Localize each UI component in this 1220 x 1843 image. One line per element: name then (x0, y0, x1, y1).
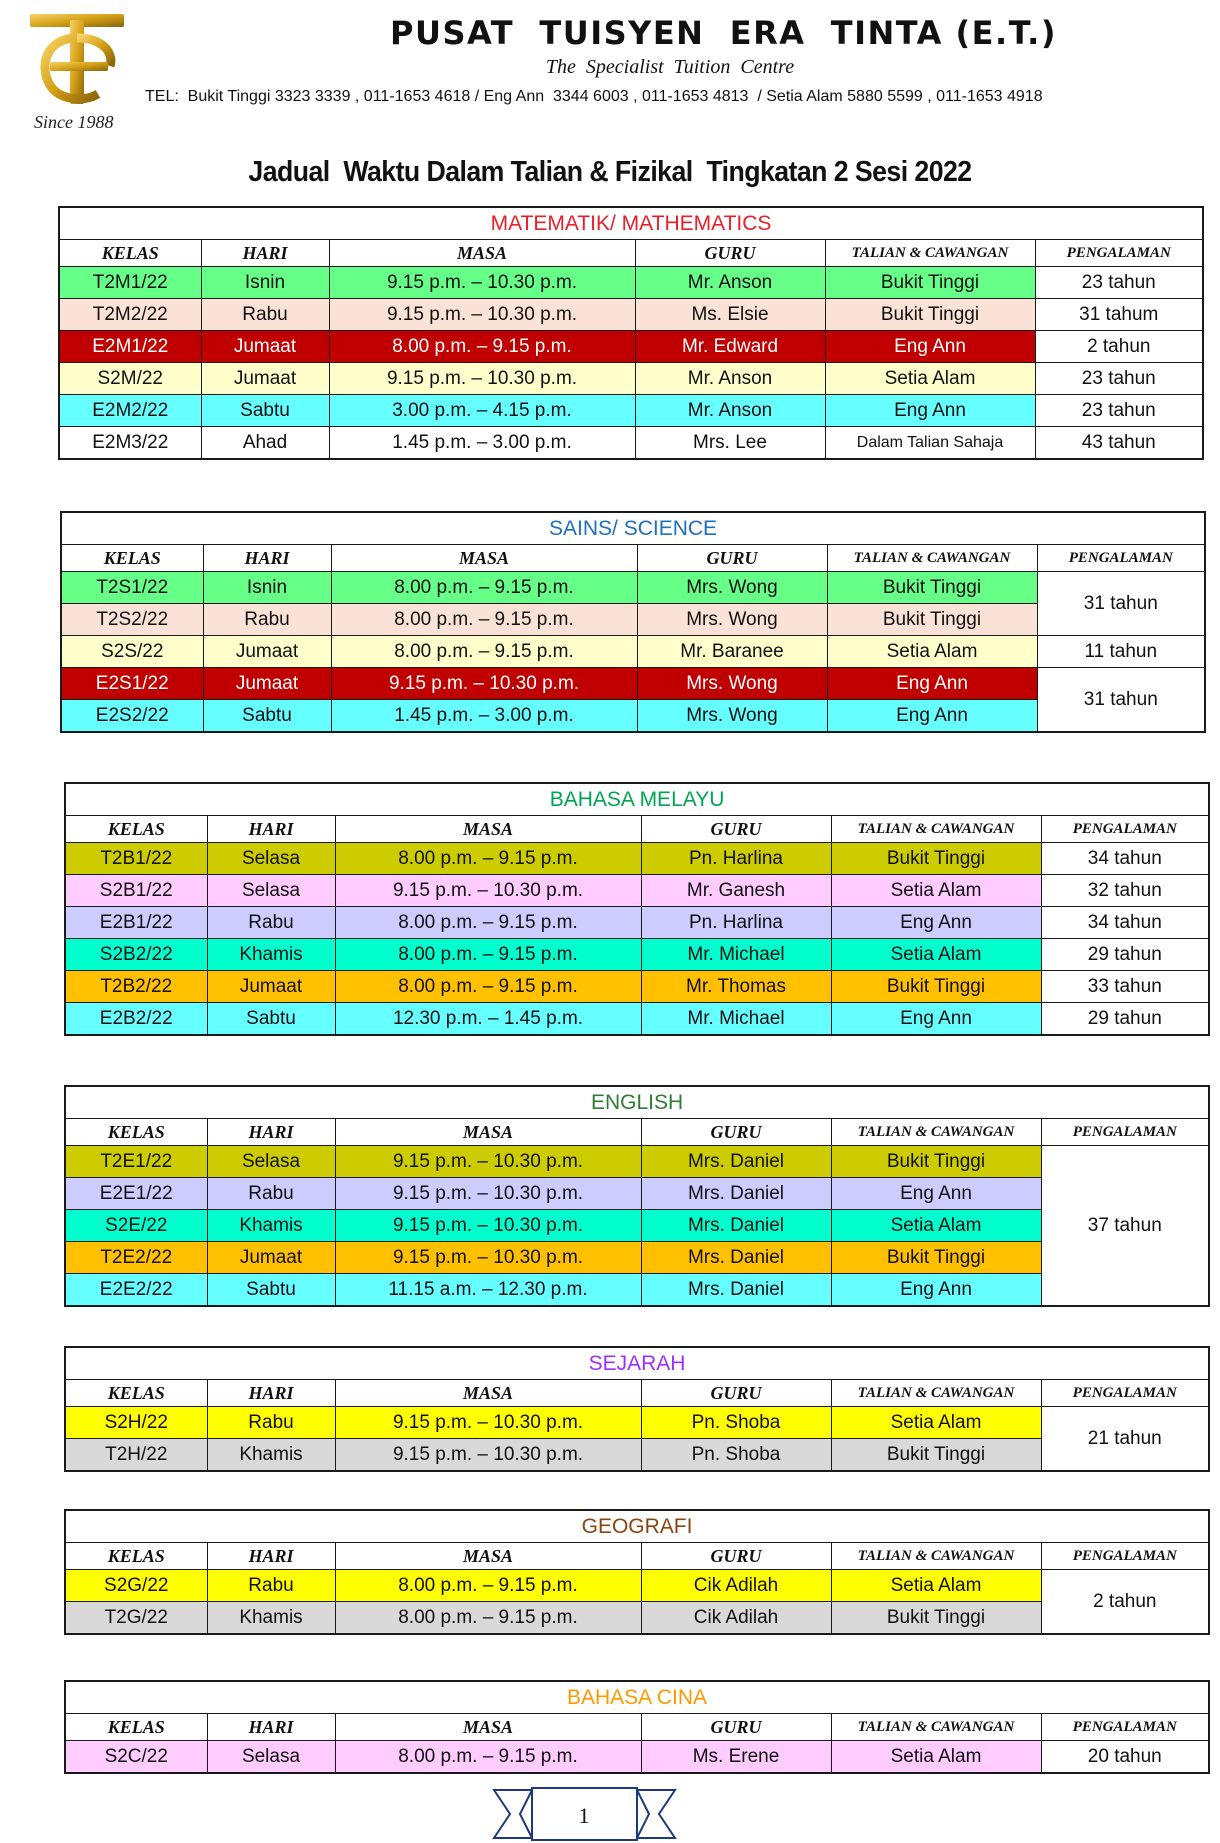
col-pengalaman: PENGALAMAN (1041, 1714, 1209, 1741)
cell-hari: Rabu (203, 604, 331, 636)
cell-talian: Eng Ann (831, 1274, 1041, 1307)
cell-masa: 12.30 p.m. – 1.45 p.m. (335, 1003, 641, 1036)
cell-guru: Mrs. Wong (637, 700, 827, 733)
cell-talian: Eng Ann (825, 331, 1035, 363)
cell-hari: Khamis (207, 1210, 335, 1242)
cell-kelas: T2B2/22 (65, 971, 207, 1003)
table-row (59, 395, 1203, 427)
cell-guru: Mrs. Daniel (641, 1242, 831, 1274)
cell-masa: 8.00 p.m. – 9.15 p.m. (335, 1602, 641, 1635)
cell-hari: Sabtu (203, 700, 331, 733)
table-row (65, 1407, 1209, 1439)
col-pengalaman: PENGALAMAN (1041, 1543, 1209, 1570)
cell-talian: Setia Alam (831, 875, 1041, 907)
cell-talian: Eng Ann (831, 1003, 1041, 1036)
cell-pengalaman: 11 tahun (1037, 636, 1205, 668)
col-masa: MASA (331, 545, 637, 572)
table-row (59, 267, 1203, 299)
cell-talian: Bukit Tinggi (831, 843, 1041, 875)
column-header-row (59, 240, 1203, 267)
cell-pengalaman: 20 tahun (1041, 1741, 1209, 1774)
cell-guru: Pn. Shoba (641, 1407, 831, 1439)
col-kelas: KELAS (59, 240, 201, 267)
cell-guru: Cik Adilah (641, 1570, 831, 1602)
col-pengalaman: PENGALAMAN (1037, 545, 1205, 572)
center-name: PUSAT TUISYEN ERA TINTA (E.T.) (390, 14, 1057, 52)
et-logo-icon (22, 10, 132, 108)
cell-kelas: T2S2/22 (61, 604, 203, 636)
cell-pengalaman: 2 tahun (1041, 1570, 1209, 1635)
cell-masa: 3.00 p.m. – 4.15 p.m. (329, 395, 635, 427)
cell-masa: 9.15 p.m. – 10.30 p.m. (331, 668, 637, 700)
cell-kelas: E2S1/22 (61, 668, 203, 700)
col-talian: TALIAN & CAWANGAN (825, 240, 1035, 267)
cell-hari: Rabu (207, 907, 335, 939)
cell-kelas: T2E1/22 (65, 1146, 207, 1178)
cell-masa: 11.15 a.m. – 12.30 p.m. (335, 1274, 641, 1307)
cell-hari: Rabu (201, 299, 329, 331)
col-masa: MASA (335, 816, 641, 843)
cell-hari: Selasa (207, 843, 335, 875)
cell-talian: Eng Ann (827, 668, 1037, 700)
table-row (65, 1242, 1209, 1274)
cell-guru: Ms. Erene (641, 1741, 831, 1774)
col-talian: TALIAN & CAWANGAN (831, 1543, 1041, 1570)
col-hari: HARI (207, 816, 335, 843)
cell-masa: 1.45 p.m. – 3.00 p.m. (329, 427, 635, 460)
cell-guru: Pn. Harlina (641, 907, 831, 939)
table-row (59, 363, 1203, 395)
contact-numbers: TEL: Bukit Tinggi 3323 3339 , 011-1653 4618 / Eng Ann 3344 6003 , 011-1653 4813 / Setia Alam 5880 5599 , 011-1653 4918 (145, 88, 1043, 105)
cell-talian: Setia Alam (831, 1741, 1041, 1774)
document-header (0, 0, 1220, 150)
col-guru: GURU (641, 816, 831, 843)
col-guru: GURU (641, 1380, 831, 1407)
cell-kelas: E2S2/22 (61, 700, 203, 733)
table-row (59, 299, 1203, 331)
cell-kelas: T2E2/22 (65, 1242, 207, 1274)
cell-hari: Jumaat (207, 1242, 335, 1274)
cell-kelas: S2B1/22 (65, 875, 207, 907)
cell-guru: Pn. Harlina (641, 843, 831, 875)
cell-guru: Mrs. Wong (637, 572, 827, 604)
cell-pengalaman: 29 tahun (1041, 1003, 1209, 1036)
column-header-row (65, 1543, 1209, 1570)
cell-masa: 9.15 p.m. – 10.30 p.m. (335, 1439, 641, 1472)
timetable-bahasa-cina (64, 1680, 1208, 1774)
cell-kelas: S2G/22 (65, 1570, 207, 1602)
document-title: Jadual Waktu Dalam Talian & Fizikal Tingkatan 2 Sesi 2022 (248, 156, 972, 188)
cell-masa: 9.15 p.m. – 10.30 p.m. (329, 267, 635, 299)
column-header-row (65, 1119, 1209, 1146)
section-title: BAHASA CINA (65, 1681, 1209, 1714)
section-title: MATEMATIK/ MATHEMATICS (59, 207, 1203, 240)
tagline: The Specialist Tuition Centre (545, 56, 795, 78)
cell-hari: Jumaat (203, 668, 331, 700)
col-hari: HARI (207, 1119, 335, 1146)
table-row (61, 604, 1205, 636)
cell-talian: Bukit Tinggi (825, 267, 1035, 299)
cell-masa: 9.15 p.m. – 10.30 p.m. (335, 875, 641, 907)
table-row (65, 1210, 1209, 1242)
cell-masa: 8.00 p.m. – 9.15 p.m. (335, 971, 641, 1003)
cell-guru: Mr. Anson (635, 267, 825, 299)
cell-talian: Setia Alam (831, 939, 1041, 971)
cell-talian: Setia Alam (831, 1210, 1041, 1242)
cell-kelas: E2E1/22 (65, 1178, 207, 1210)
cell-talian: Bukit Tinggi (825, 299, 1035, 331)
cell-masa: 9.15 p.m. – 10.30 p.m. (335, 1242, 641, 1274)
cell-guru: Ms. Elsie (635, 299, 825, 331)
col-kelas: KELAS (65, 1543, 207, 1570)
cell-kelas: S2S/22 (61, 636, 203, 668)
cell-kelas: S2B2/22 (65, 939, 207, 971)
cell-guru: Cik Adilah (641, 1602, 831, 1635)
cell-pengalaman: 34 tahun (1041, 907, 1209, 939)
cell-kelas: T2M2/22 (59, 299, 201, 331)
table-row (65, 1602, 1209, 1635)
cell-talian: Bukit Tinggi (831, 1602, 1041, 1635)
cell-masa: 8.00 p.m. – 9.15 p.m. (335, 1570, 641, 1602)
cell-talian: Eng Ann (827, 700, 1037, 733)
cell-guru: Mr. Edward (635, 331, 825, 363)
cell-masa: 8.00 p.m. – 9.15 p.m. (335, 1741, 641, 1774)
since-text: Since 1988 (34, 112, 114, 132)
page-number: 1 (578, 1803, 590, 1828)
cell-talian: Bukit Tinggi (827, 604, 1037, 636)
table-row (61, 668, 1205, 700)
col-talian: TALIAN & CAWANGAN (831, 1119, 1041, 1146)
table-row (61, 572, 1205, 604)
cell-hari: Jumaat (201, 331, 329, 363)
cell-kelas: T2M1/22 (59, 267, 201, 299)
timetable-sains (60, 511, 1204, 733)
cell-hari: Isnin (201, 267, 329, 299)
cell-guru: Mr. Thomas (641, 971, 831, 1003)
timetable-english (64, 1085, 1208, 1307)
col-masa: MASA (329, 240, 635, 267)
cell-guru: Mrs. Daniel (641, 1274, 831, 1307)
cell-pengalaman: 34 tahun (1041, 843, 1209, 875)
table-row (65, 875, 1209, 907)
col-kelas: KELAS (65, 1119, 207, 1146)
section-title: SEJARAH (65, 1347, 1209, 1380)
cell-guru: Mr. Ganesh (641, 875, 831, 907)
column-header-row (65, 1714, 1209, 1741)
cell-kelas: E2B2/22 (65, 1003, 207, 1036)
col-talian: TALIAN & CAWANGAN (827, 545, 1037, 572)
cell-kelas: S2E/22 (65, 1210, 207, 1242)
cell-guru: Mrs. Daniel (641, 1210, 831, 1242)
table-row (65, 939, 1209, 971)
cell-talian: Eng Ann (825, 395, 1035, 427)
cell-kelas: E2M1/22 (59, 331, 201, 363)
cell-kelas: E2E2/22 (65, 1274, 207, 1307)
cell-hari: Selasa (207, 1146, 335, 1178)
cell-guru: Mrs. Daniel (641, 1146, 831, 1178)
cell-kelas: T2S1/22 (61, 572, 203, 604)
col-masa: MASA (335, 1119, 641, 1146)
col-talian: TALIAN & CAWANGAN (831, 1714, 1041, 1741)
column-header-row (65, 816, 1209, 843)
col-pengalaman: PENGALAMAN (1035, 240, 1203, 267)
cell-hari: Selasa (207, 1741, 335, 1774)
cell-masa: 9.15 p.m. – 10.30 p.m. (335, 1178, 641, 1210)
cell-kelas: S2C/22 (65, 1741, 207, 1774)
cell-hari: Jumaat (203, 636, 331, 668)
col-kelas: KELAS (61, 545, 203, 572)
cell-pengalaman: 31 tahun (1037, 572, 1205, 636)
cell-kelas: T2H/22 (65, 1439, 207, 1472)
col-hari: HARI (207, 1380, 335, 1407)
table-row (61, 700, 1205, 733)
col-hari: HARI (207, 1543, 335, 1570)
cell-pengalaman: 31 tahun (1037, 668, 1205, 733)
cell-hari: Khamis (207, 939, 335, 971)
cell-masa: 9.15 p.m. – 10.30 p.m. (335, 1146, 641, 1178)
cell-guru: Pn. Shoba (641, 1439, 831, 1472)
cell-masa: 8.00 p.m. – 9.15 p.m. (335, 843, 641, 875)
col-guru: GURU (635, 240, 825, 267)
table-row (65, 907, 1209, 939)
cell-kelas: S2M/22 (59, 363, 201, 395)
timetable-geografi (64, 1509, 1208, 1635)
page-number-ribbon (492, 1786, 677, 1842)
cell-hari: Khamis (207, 1439, 335, 1472)
col-guru: GURU (641, 1714, 831, 1741)
cell-hari: Isnin (203, 572, 331, 604)
cell-guru: Mr. Baranee (637, 636, 827, 668)
cell-guru: Mr. Michael (641, 1003, 831, 1036)
cell-talian: Bukit Tinggi (827, 572, 1037, 604)
cell-talian: Eng Ann (831, 907, 1041, 939)
cell-hari: Jumaat (201, 363, 329, 395)
table-row (65, 1178, 1209, 1210)
cell-talian: Setia Alam (825, 363, 1035, 395)
cell-kelas: E2M2/22 (59, 395, 201, 427)
timetable-sejarah (64, 1346, 1208, 1472)
cell-pengalaman: 23 tahun (1035, 395, 1203, 427)
col-masa: MASA (335, 1543, 641, 1570)
cell-hari: Rabu (207, 1570, 335, 1602)
cell-pengalaman: 21 tahun (1041, 1407, 1209, 1472)
cell-masa: 8.00 p.m. – 9.15 p.m. (331, 604, 637, 636)
cell-hari: Rabu (207, 1178, 335, 1210)
col-hari: HARI (203, 545, 331, 572)
cell-masa: 8.00 p.m. – 9.15 p.m. (335, 939, 641, 971)
cell-hari: Khamis (207, 1602, 335, 1635)
cell-masa: 9.15 p.m. – 10.30 p.m. (329, 299, 635, 331)
col-guru: GURU (641, 1543, 831, 1570)
cell-talian: Bukit Tinggi (831, 1146, 1041, 1178)
cell-talian: Bukit Tinggi (831, 1242, 1041, 1274)
section-title: ENGLISH (65, 1086, 1209, 1119)
cell-masa: 9.15 p.m. – 10.30 p.m. (335, 1407, 641, 1439)
section-title: BAHASA MELAYU (65, 783, 1209, 816)
cell-pengalaman: 37 tahun (1041, 1146, 1209, 1307)
table-row (65, 1274, 1209, 1307)
col-masa: MASA (335, 1714, 641, 1741)
cell-guru: Mrs. Lee (635, 427, 825, 460)
cell-hari: Sabtu (207, 1274, 335, 1307)
cell-pengalaman: 23 tahun (1035, 363, 1203, 395)
cell-pengalaman: 31 tahum (1035, 299, 1203, 331)
cell-hari: Jumaat (207, 971, 335, 1003)
cell-guru: Mr. Anson (635, 363, 825, 395)
table-row (65, 843, 1209, 875)
cell-pengalaman: 43 tahun (1035, 427, 1203, 460)
cell-masa: 8.00 p.m. – 9.15 p.m. (329, 331, 635, 363)
col-kelas: KELAS (65, 1380, 207, 1407)
cell-guru: Mrs. Daniel (641, 1178, 831, 1210)
table-row (65, 971, 1209, 1003)
cell-masa: 9.15 p.m. – 10.30 p.m. (329, 363, 635, 395)
cell-masa: 8.00 p.m. – 9.15 p.m. (335, 907, 641, 939)
table-row (59, 427, 1203, 460)
cell-pengalaman: 23 tahun (1035, 267, 1203, 299)
cell-kelas: E2B1/22 (65, 907, 207, 939)
cell-talian: Setia Alam (831, 1407, 1041, 1439)
cell-kelas: E2M3/22 (59, 427, 201, 460)
cell-guru: Mr. Michael (641, 939, 831, 971)
col-kelas: KELAS (65, 816, 207, 843)
cell-masa: 1.45 p.m. – 3.00 p.m. (331, 700, 637, 733)
cell-guru: Mrs. Wong (637, 604, 827, 636)
cell-talian: Dalam Talian Sahaja (825, 427, 1035, 460)
table-row (65, 1003, 1209, 1036)
col-pengalaman: PENGALAMAN (1041, 816, 1209, 843)
cell-hari: Sabtu (201, 395, 329, 427)
cell-masa: 9.15 p.m. – 10.30 p.m. (335, 1210, 641, 1242)
cell-talian: Eng Ann (831, 1178, 1041, 1210)
col-pengalaman: PENGALAMAN (1041, 1380, 1209, 1407)
col-hari: HARI (201, 240, 329, 267)
cell-pengalaman: 32 tahun (1041, 875, 1209, 907)
cell-hari: Selasa (207, 875, 335, 907)
cell-talian: Bukit Tinggi (831, 971, 1041, 1003)
cell-masa: 8.00 p.m. – 9.15 p.m. (331, 572, 637, 604)
cell-pengalaman: 2 tahun (1035, 331, 1203, 363)
cell-kelas: T2G/22 (65, 1602, 207, 1635)
table-row (59, 331, 1203, 363)
cell-talian: Bukit Tinggi (831, 1439, 1041, 1472)
table-row (65, 1570, 1209, 1602)
section-title: GEOGRAFI (65, 1510, 1209, 1543)
cell-pengalaman: 33 tahun (1041, 971, 1209, 1003)
cell-kelas: S2H/22 (65, 1407, 207, 1439)
cell-guru: Mr. Anson (635, 395, 825, 427)
column-header-row (65, 1380, 1209, 1407)
col-pengalaman: PENGALAMAN (1041, 1119, 1209, 1146)
cell-kelas: T2B1/22 (65, 843, 207, 875)
col-talian: TALIAN & CAWANGAN (831, 816, 1041, 843)
timetable-matematik (58, 206, 1202, 460)
timetable-bahasa-melayu (64, 782, 1208, 1036)
table-row (65, 1741, 1209, 1774)
cell-hari: Sabtu (207, 1003, 335, 1036)
column-header-row (61, 545, 1205, 572)
cell-pengalaman: 29 tahun (1041, 939, 1209, 971)
cell-hari: Rabu (207, 1407, 335, 1439)
cell-guru: Mrs. Wong (637, 668, 827, 700)
col-talian: TALIAN & CAWANGAN (831, 1380, 1041, 1407)
cell-hari: Ahad (201, 427, 329, 460)
cell-masa: 8.00 p.m. – 9.15 p.m. (331, 636, 637, 668)
col-hari: HARI (207, 1714, 335, 1741)
col-kelas: KELAS (65, 1714, 207, 1741)
cell-talian: Setia Alam (827, 636, 1037, 668)
table-row (65, 1439, 1209, 1472)
col-masa: MASA (335, 1380, 641, 1407)
col-guru: GURU (641, 1119, 831, 1146)
section-title: SAINS/ SCIENCE (61, 512, 1205, 545)
table-row (61, 636, 1205, 668)
table-row (65, 1146, 1209, 1178)
cell-talian: Setia Alam (831, 1570, 1041, 1602)
col-guru: GURU (637, 545, 827, 572)
